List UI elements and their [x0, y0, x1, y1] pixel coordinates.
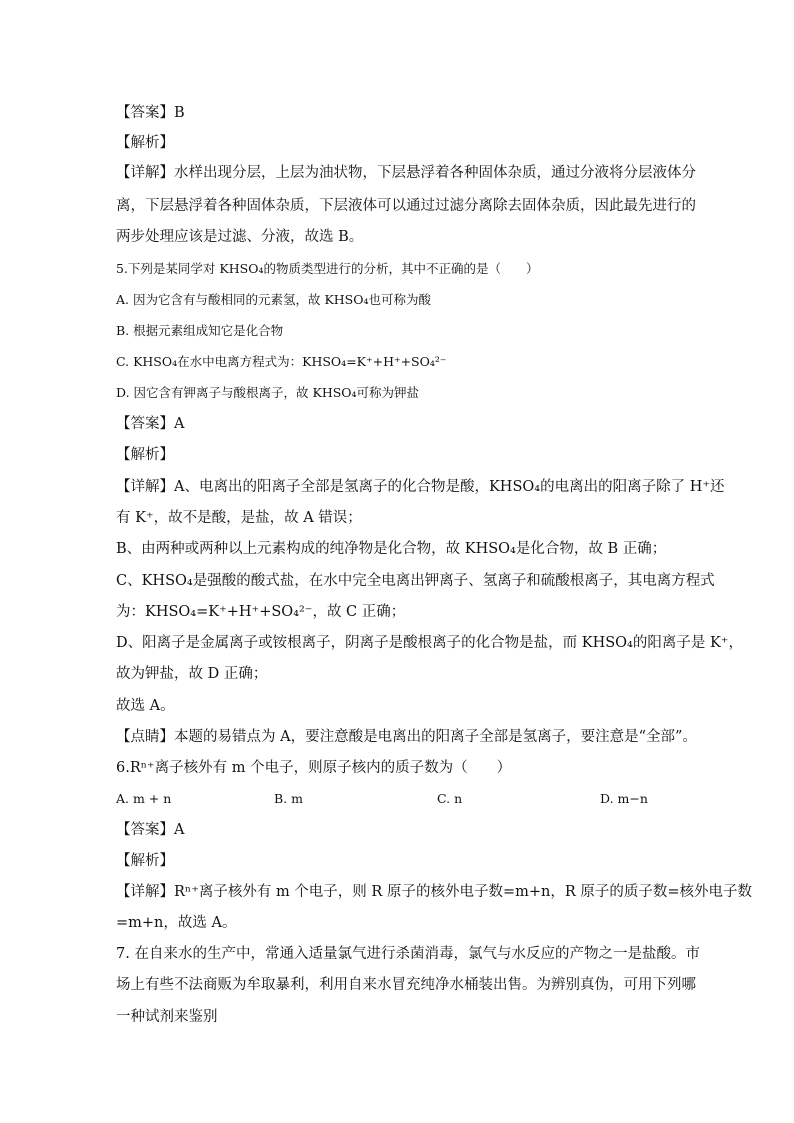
question-6-option-c: C. n [437, 791, 463, 806]
question-5-stem: 5.下列是某同学对 KHSO₄的物质类型进行的分析，其中不正确的是（ ） [116, 261, 539, 276]
answer-label: 【答案】A [116, 822, 185, 838]
question-5-option-a: A. 因为它含有与酸相同的元素氢，故 KHSO₄也可称为酸 [116, 292, 432, 307]
analysis-label: 【解析】 [116, 447, 174, 463]
detail-text: B、由两种或两种以上元素构成的纯净物是化合物，故 KHSO₄是化合物，故 B 正确； [116, 541, 667, 557]
question-7-stem: 一种试剂来鉴别 [116, 1009, 218, 1025]
answer-label: 【答案】B [116, 105, 185, 121]
key-point-text: 【点睛】本题的易错点为 A，要注意酸是电离出的阳离子全部是氢离子，要注意是“全部”。 [116, 729, 697, 745]
detail-text: =m+n，故选 A。 [116, 915, 237, 931]
detail-text: 故为钾盐，故 D 正确； [116, 666, 268, 682]
question-6-stem: 6.Rⁿ⁺离子核外有 m 个电子，则原子核内的质子数为（ ） [116, 760, 512, 776]
question-6-option-d: D. m−n [600, 791, 648, 806]
question-5-option-c: C. KHSO₄在水中电离方程式为：KHSO₄=K⁺+H⁺+SO₄²⁻ [116, 354, 447, 369]
detail-text: 两步处理应该是过滤、分液，故选 B。 [116, 229, 364, 245]
question-5-option-d: D. 因它含有钾离子与酸根离子，故 KHSO₄可称为钾盐 [116, 385, 420, 400]
question-7-stem: 7. 在自来水的生产中，常通入适量氯气进行杀菌消毒，氯气与水反应的产物之一是盐酸。市 [116, 946, 700, 962]
detail-text: 【详解】水样出现分层，上层为油状物，下层悬浮着各种固体杂质，通过分液将分层液体分 [116, 165, 696, 181]
answer-label: 【答案】A [116, 416, 185, 432]
detail-text: 【详解】A、电离出的阳离子全部是氢离子的化合物是酸，KHSO₄的电离出的阳离子除了 H⁺还 [116, 479, 725, 495]
detail-text: D、阳离子是金属离子或铵根离子，阴离子是酸根离子的化合物是盐，而 KHSO₄的阳离子是 K⁺， [116, 635, 743, 651]
detail-text: 离，下层悬浮着各种固体杂质，下层液体可以通过过滤分离除去固体杂质，因此最先进行的 [116, 198, 696, 214]
question-5-option-b: B. 根据元素组成知它是化合物 [116, 323, 284, 338]
question-6-options [116, 789, 686, 809]
detail-text: 【详解】Rⁿ⁺离子核外有 m 个电子，则 R 原子的核外电子数=m+n，R 原子的质子数=核外电子数 [116, 884, 753, 900]
question-6-option-b: B. m [274, 791, 303, 806]
detail-text: C、KHSO₄是强酸的酸式盐，在水中完全电离出钾离子、氢离子和硫酸根离子，其电离方程式 [116, 573, 715, 589]
question-6-option-a: A. m + n [116, 791, 172, 806]
detail-text: 为：KHSO₄=K⁺+H⁺+SO₄²⁻，故 C 正确； [116, 604, 406, 620]
analysis-label: 【解析】 [116, 135, 174, 151]
detail-text: 故选 A。 [116, 698, 175, 714]
question-7-stem: 场上有些不法商贩为牟取暴利，利用自来水冒充纯净水桶装出售。为辨别真伪，可用下列哪 [116, 977, 696, 993]
detail-text: 有 K⁺，故不是酸，是盐，故 A 错误； [116, 510, 362, 526]
analysis-label: 【解析】 [116, 853, 174, 869]
